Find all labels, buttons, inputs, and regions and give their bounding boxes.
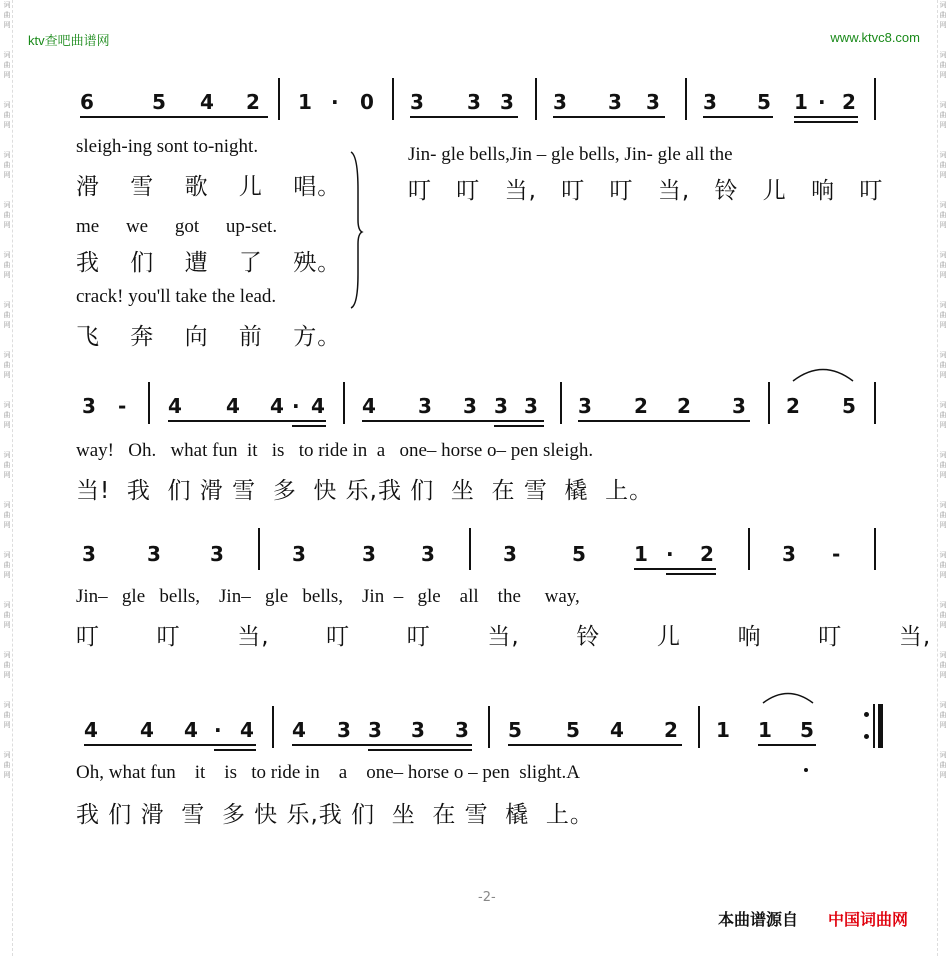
- note: 0: [360, 90, 374, 114]
- barline: [535, 78, 537, 120]
- note: 4: [610, 718, 624, 742]
- note: 3: [210, 542, 224, 566]
- note: 3: [553, 90, 567, 114]
- lyric-en-verse3: crack! you'll take the lead.: [76, 286, 277, 307]
- note: 5: [566, 718, 580, 742]
- note: 3: [421, 542, 435, 566]
- underline-eighth: [362, 420, 544, 422]
- barline: [278, 78, 280, 120]
- header-site-name[interactable]: ktv查吧曲谱网: [28, 33, 110, 48]
- note: 4: [362, 394, 376, 418]
- side-watermark-right: 词 曲 网 词 曲 网 词 曲 网 词 曲 网 词 曲 网 词 曲 网 词 曲 网 词 曲 网 词 曲 网 词 曲 网 词 曲 网 词 曲 网 词 曲 网 词 曲 网 词 曲 网 词 曲 网: [937, 0, 948, 956]
- note: 3: [418, 394, 432, 418]
- lyric-cn: 我 们 滑 雪 多 快 乐,我 们 坐 在 雪 橇 上。: [76, 802, 594, 828]
- underline-sixteenth: [292, 425, 326, 427]
- note: 5: [572, 542, 586, 566]
- note: 4: [200, 90, 214, 114]
- lower-octave-dot: [804, 768, 808, 772]
- note: 2: [677, 394, 691, 418]
- underline-eighth: [292, 744, 472, 746]
- note: 3: [463, 394, 477, 418]
- note: 3: [782, 542, 796, 566]
- note: 4: [168, 394, 182, 418]
- barline: [343, 382, 345, 424]
- note: 3: [337, 718, 351, 742]
- note: 3: [411, 718, 425, 742]
- barline: [488, 706, 490, 748]
- repeat-thin-bar: [873, 704, 875, 748]
- note: 5: [800, 718, 814, 742]
- lyric-cn-verse3: 飞 奔 向 前 方。: [76, 324, 342, 350]
- barline: [748, 528, 750, 570]
- footer-source-name[interactable]: 中国词曲网: [828, 910, 909, 929]
- barline: [874, 78, 876, 120]
- note: 3: [82, 542, 96, 566]
- note: 5: [508, 718, 522, 742]
- underline-eighth: [84, 744, 256, 746]
- note: 3: [732, 394, 746, 418]
- note-dash: -: [832, 542, 841, 566]
- note: 1: [794, 90, 808, 114]
- note: 4: [311, 394, 325, 418]
- note: 2: [786, 394, 800, 418]
- underline-sixteenth: [214, 749, 256, 751]
- side-watermark-left: 词 曲 网 词 曲 网 词 曲 网 词 曲 网 词 曲 网 词 曲 网 词 曲 网 词 曲 网 词 曲 网 词 曲 网 词 曲 网 词 曲 网 词 曲 网 词 曲 网 词 曲 网 词 曲 网: [2, 0, 13, 956]
- tie-slur: [790, 364, 856, 384]
- underline-sixteenth: [666, 573, 716, 575]
- underline-eighth: [168, 420, 326, 422]
- page-number: -2-: [478, 890, 496, 905]
- note: 5: [152, 90, 166, 114]
- underline-eighth: [794, 116, 858, 118]
- note: 1: [716, 718, 730, 742]
- lyric-en: Jin– gle bells, Jin– gle bells, Jin – gle all the way,: [76, 586, 580, 607]
- note: 3: [292, 542, 306, 566]
- note: 3: [608, 90, 622, 114]
- note: 6: [80, 90, 94, 114]
- header-url[interactable]: www.ktvc8.com: [830, 30, 920, 45]
- verse-brace: [348, 150, 364, 310]
- note: 3: [503, 542, 517, 566]
- repeat-thick-bar: [878, 704, 883, 748]
- barline: [258, 528, 260, 570]
- note: 3: [524, 394, 538, 418]
- note: 3: [494, 394, 508, 418]
- underline-eighth: [703, 116, 773, 118]
- note-dot: ·: [666, 542, 674, 566]
- note: 4: [184, 718, 198, 742]
- tie-slur: [760, 688, 816, 706]
- lyric-en: Oh, what fun it is to ride in a one– horse o – pen slight.A: [76, 762, 580, 783]
- underline-sixteenth: [494, 425, 544, 427]
- barline: [874, 382, 876, 424]
- note: 1: [758, 718, 772, 742]
- lyric-cn-chorus: 叮 叮 当, 叮 叮 当, 铃 儿 响 叮: [408, 178, 884, 204]
- lyric-cn-verse2: 我 们 遭 了 殃。: [76, 250, 342, 276]
- underline-eighth: [508, 744, 682, 746]
- note: 3: [646, 90, 660, 114]
- underline-eighth: [80, 116, 268, 118]
- underline-sixteenth: [368, 749, 472, 751]
- note-dot: ·: [818, 90, 826, 114]
- barline: [148, 382, 150, 424]
- note: 3: [362, 542, 376, 566]
- repeat-dot: [864, 734, 869, 739]
- note: 3: [703, 90, 717, 114]
- barline: [469, 528, 471, 570]
- note: 5: [842, 394, 856, 418]
- note: 2: [700, 542, 714, 566]
- note-dot: ·: [292, 394, 300, 418]
- barline: [560, 382, 562, 424]
- underline-eighth: [758, 744, 816, 746]
- note: 2: [664, 718, 678, 742]
- note: 3: [147, 542, 161, 566]
- lyric-cn: 叮 叮 当, 叮 叮 当, 铃 儿 响 叮 当,: [76, 624, 932, 650]
- barline: [768, 382, 770, 424]
- underline-eighth: [634, 568, 716, 570]
- note: 3: [82, 394, 96, 418]
- lyric-cn-verse1: 滑 雪 歌 儿 唱。: [76, 174, 342, 200]
- note: 3: [410, 90, 424, 114]
- note: 4: [240, 718, 254, 742]
- lyric-en-verse2: me we got up-set.: [76, 216, 278, 237]
- lyric-cn: 当! 我 们 滑 雪 多 快 乐,我 们 坐 在 雪 橇 上。: [76, 478, 654, 504]
- note: 4: [140, 718, 154, 742]
- note: 3: [500, 90, 514, 114]
- barline: [392, 78, 394, 120]
- note: 4: [292, 718, 306, 742]
- footer-source-label: 本曲谱源自: [718, 910, 799, 929]
- underline-eighth: [553, 116, 665, 118]
- lyric-en: way! Oh. what fun it is to ride in a one– horse o– pen sleigh.: [76, 440, 594, 461]
- underline-sixteenth: [794, 121, 858, 123]
- note: 3: [578, 394, 592, 418]
- barline: [272, 706, 274, 748]
- note: 3: [467, 90, 481, 114]
- underline-eighth: [410, 116, 518, 118]
- note: 1: [298, 90, 312, 114]
- repeat-dot: [864, 712, 869, 717]
- note-dash: -: [118, 394, 127, 418]
- note: 4: [270, 394, 284, 418]
- note-dot: ·: [214, 718, 222, 742]
- lyric-en-chorus: Jin- gle bells,Jin – gle bells, Jin- gle all the: [408, 144, 733, 165]
- note: 4: [84, 718, 98, 742]
- note: 2: [634, 394, 648, 418]
- note: 3: [368, 718, 382, 742]
- note: 1: [634, 542, 648, 566]
- lyric-en-verse1: sleigh-ing sont to-night.: [76, 136, 259, 157]
- note: 5: [757, 90, 771, 114]
- underline-eighth: [578, 420, 750, 422]
- note: 4: [226, 394, 240, 418]
- note-dot: ·: [331, 90, 339, 114]
- barline: [685, 78, 687, 120]
- note: 3: [455, 718, 469, 742]
- barline: [698, 706, 700, 748]
- note: 2: [842, 90, 856, 114]
- barline: [874, 528, 876, 570]
- note: 2: [246, 90, 260, 114]
